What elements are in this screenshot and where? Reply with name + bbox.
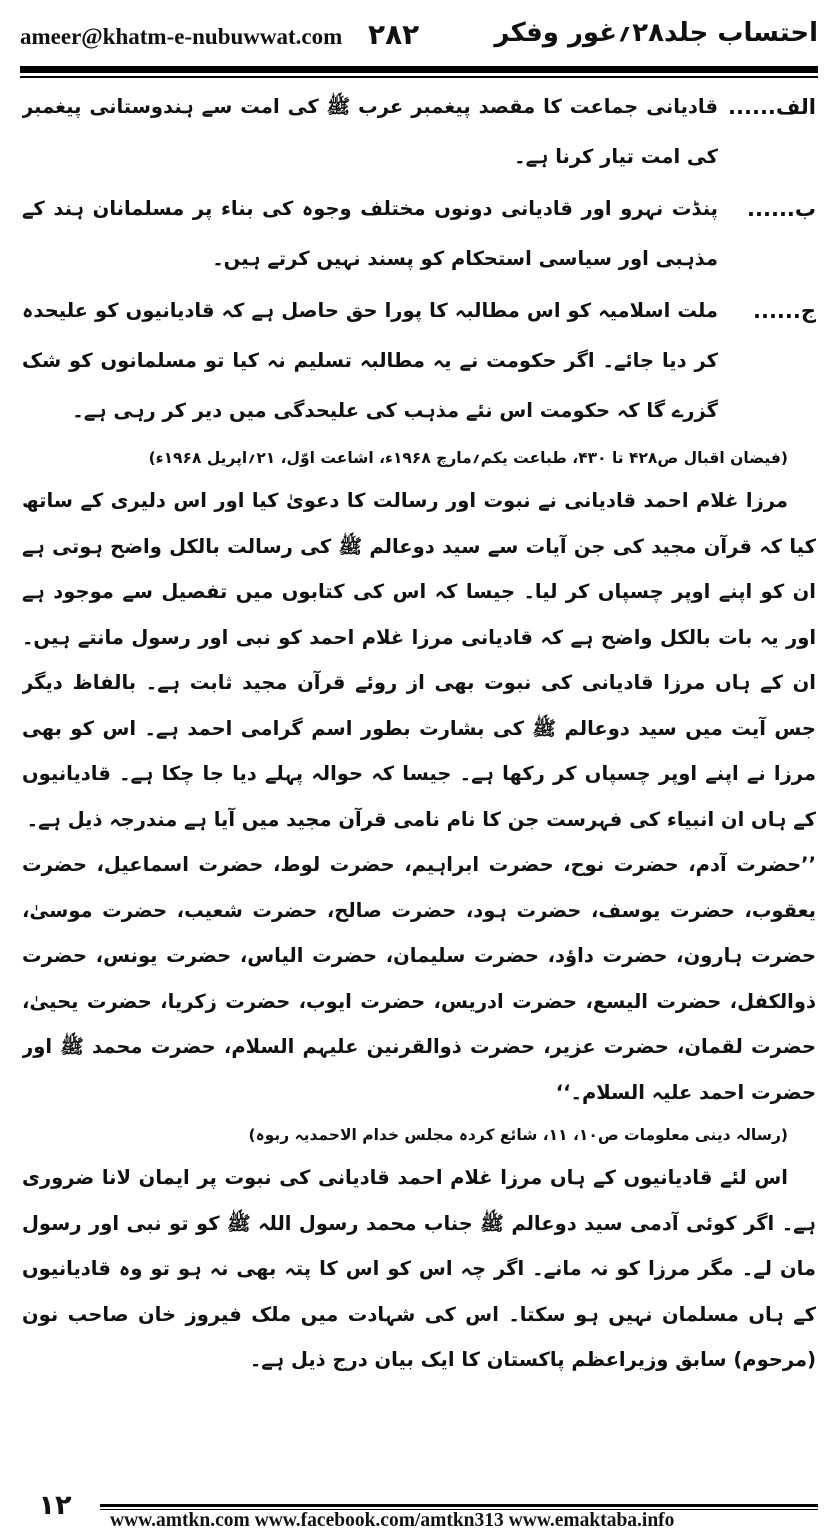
item-label: الف......	[728, 95, 816, 119]
list-item-jeem	[22, 286, 816, 436]
item-label: ب......	[747, 197, 816, 221]
citation-faizan-iqbal: (فیضان اقبال ص۴۲۸ تا ۴۳۰، طباعت یکم؍مارچ ۱۹۶۸ء، اشاعت اوّل، ۲۱؍اپریل ۱۹۶۸ء)	[148, 449, 788, 467]
list-item-be	[22, 184, 816, 284]
item-text: پنڈت نہرو اور قادیانی دونوں مختلف وجوہ کی بناء پر مسلمانان ہند کے مذہبی اور سیاسی استحکام کو پسند نہیں کرتے ہیں۔	[22, 197, 718, 270]
citation-risala: (رسالہ دینی معلومات ص۱۰، ۱۱، شائع کردہ مجلس خدام الاحمدیہ ربوہ)	[248, 1126, 788, 1144]
item-text: ملت اسلامیہ کو اس مطالبہ کا پورا حق حاصل ہے کہ قادیانیوں کو علیحدہ کر دیا جائے۔ اگر حکومت نے یہ مطالبہ تسلیم نہ کیا تو مسلمانوں کو شک گزرے گا کہ حکومت اس نئے مذہب کی علیحدگی میں دیر کر رہی ہے۔	[22, 299, 718, 422]
section-number: ۱۲	[20, 1490, 90, 1522]
book-title: احتساب جلد۲۸؍غور وفکر	[494, 18, 818, 48]
item-label: ج......	[753, 299, 816, 323]
page-number: ۲۸۲	[368, 18, 420, 51]
footer-links: www.amtkn.com www.facebook.com/amtkn313 www.emaktaba.info	[110, 1510, 675, 1531]
footer-rule	[100, 1504, 818, 1507]
list-item-alif	[22, 82, 816, 182]
page-footer	[20, 1490, 818, 1530]
header-rule-thin	[20, 76, 818, 78]
item-text: قادیانی جماعت کا مقصد پیغمبر عرب ﷺ کی امت سے ہندوستانی پیغمبر کی امت تیار کرنا ہے۔	[22, 95, 718, 168]
header-email: ameer@khatm-e-nubuwwat.com	[20, 24, 343, 49]
paragraph-conclusion: اس لئے قادیانیوں کے ہاں مرزا غلام احمد قادیانی کی نبوت پر ایمان لانا ضروری ہے۔ اگر کوئی آدمی سید دوعالم ﷺ جناب محمد رسول اللہ ﷺ کو تو نبی اور رسول مان لے۔ مگر مرزا کو نہ مانے۔ اگر چہ اس کو اس کا پتہ بھی نہ ہو تو وہ قادیانیوں کے ہاں مسلمان نہیں ہو سکتا۔ اس کی شہادت میں ملک فیروز خان صاحب نون (مرحوم) سابق وزیراعظم پاکستان کا ایک بیان درج ذیل ہے۔	[22, 1166, 816, 1371]
page-header	[20, 18, 818, 62]
prophets-list-quote: ’’حضرت آدم، حضرت نوح، حضرت ابراہیم، حضرت لوط، حضرت اسماعیل، حضرت یعقوب، حضرت یوسف، حضرت ہود، حضرت صالح، حضرت شعیب، حضرت موسیٰ، حضرت ہارون، حضرت داؤد، حضرت سلیمان، حضرت الیاس، حضرت یونس، حضرت ذوالکفل، حضرت الیسع، حضرت ادریس، حضرت ایوب، حضرت زکریا، حضرت یحییٰ، حضرت لقمان، حضرت عزیر، حضرت ذوالقرنین علیہم السلام، حضرت محمد ﷺ اور حضرت احمد علیہ السلام۔‘‘	[22, 853, 816, 1104]
header-rule	[20, 66, 818, 73]
page-body	[22, 82, 816, 1482]
paragraph-claim: مرزا غلام احمد قادیانی نے نبوت اور رسالت کا دعویٰ کیا اور اس دلیری کے ساتھ کیا کہ قرآن مجید کی جن آیات سے سید دوعالم ﷺ کی رسالت بالکل واضح ہوتی ہے ان کو اپنے اوپر چسپاں کر لیا۔ جیسا کہ اس کی کتابوں میں تفصیل سے موجود ہے اور یہ بات بالکل واضح ہے کہ قادیانی مرزا غلام احمد کو نبی اور رسول مانتے ہیں۔ ان کے ہاں مرزا قادیانی کی نبوت بھی از روئے قرآن مجید ثابت ہے۔ بالفاظ دیگر جس آیت میں سید دوعالم ﷺ کی بشارت بطور اسم گرامی احمد ہے۔ اس کو بھی مرزا نے اپنے اوپر چسپاں کر رکھا ہے۔ جیسا کہ حوالہ پہلے دیا جا چکا ہے۔ قادیانیوں کے ہاں ان انبیاء کی فہرست جن کا نام نامی قرآن مجید میں آیا ہے مندرجہ ذیل ہے۔	[22, 489, 816, 831]
